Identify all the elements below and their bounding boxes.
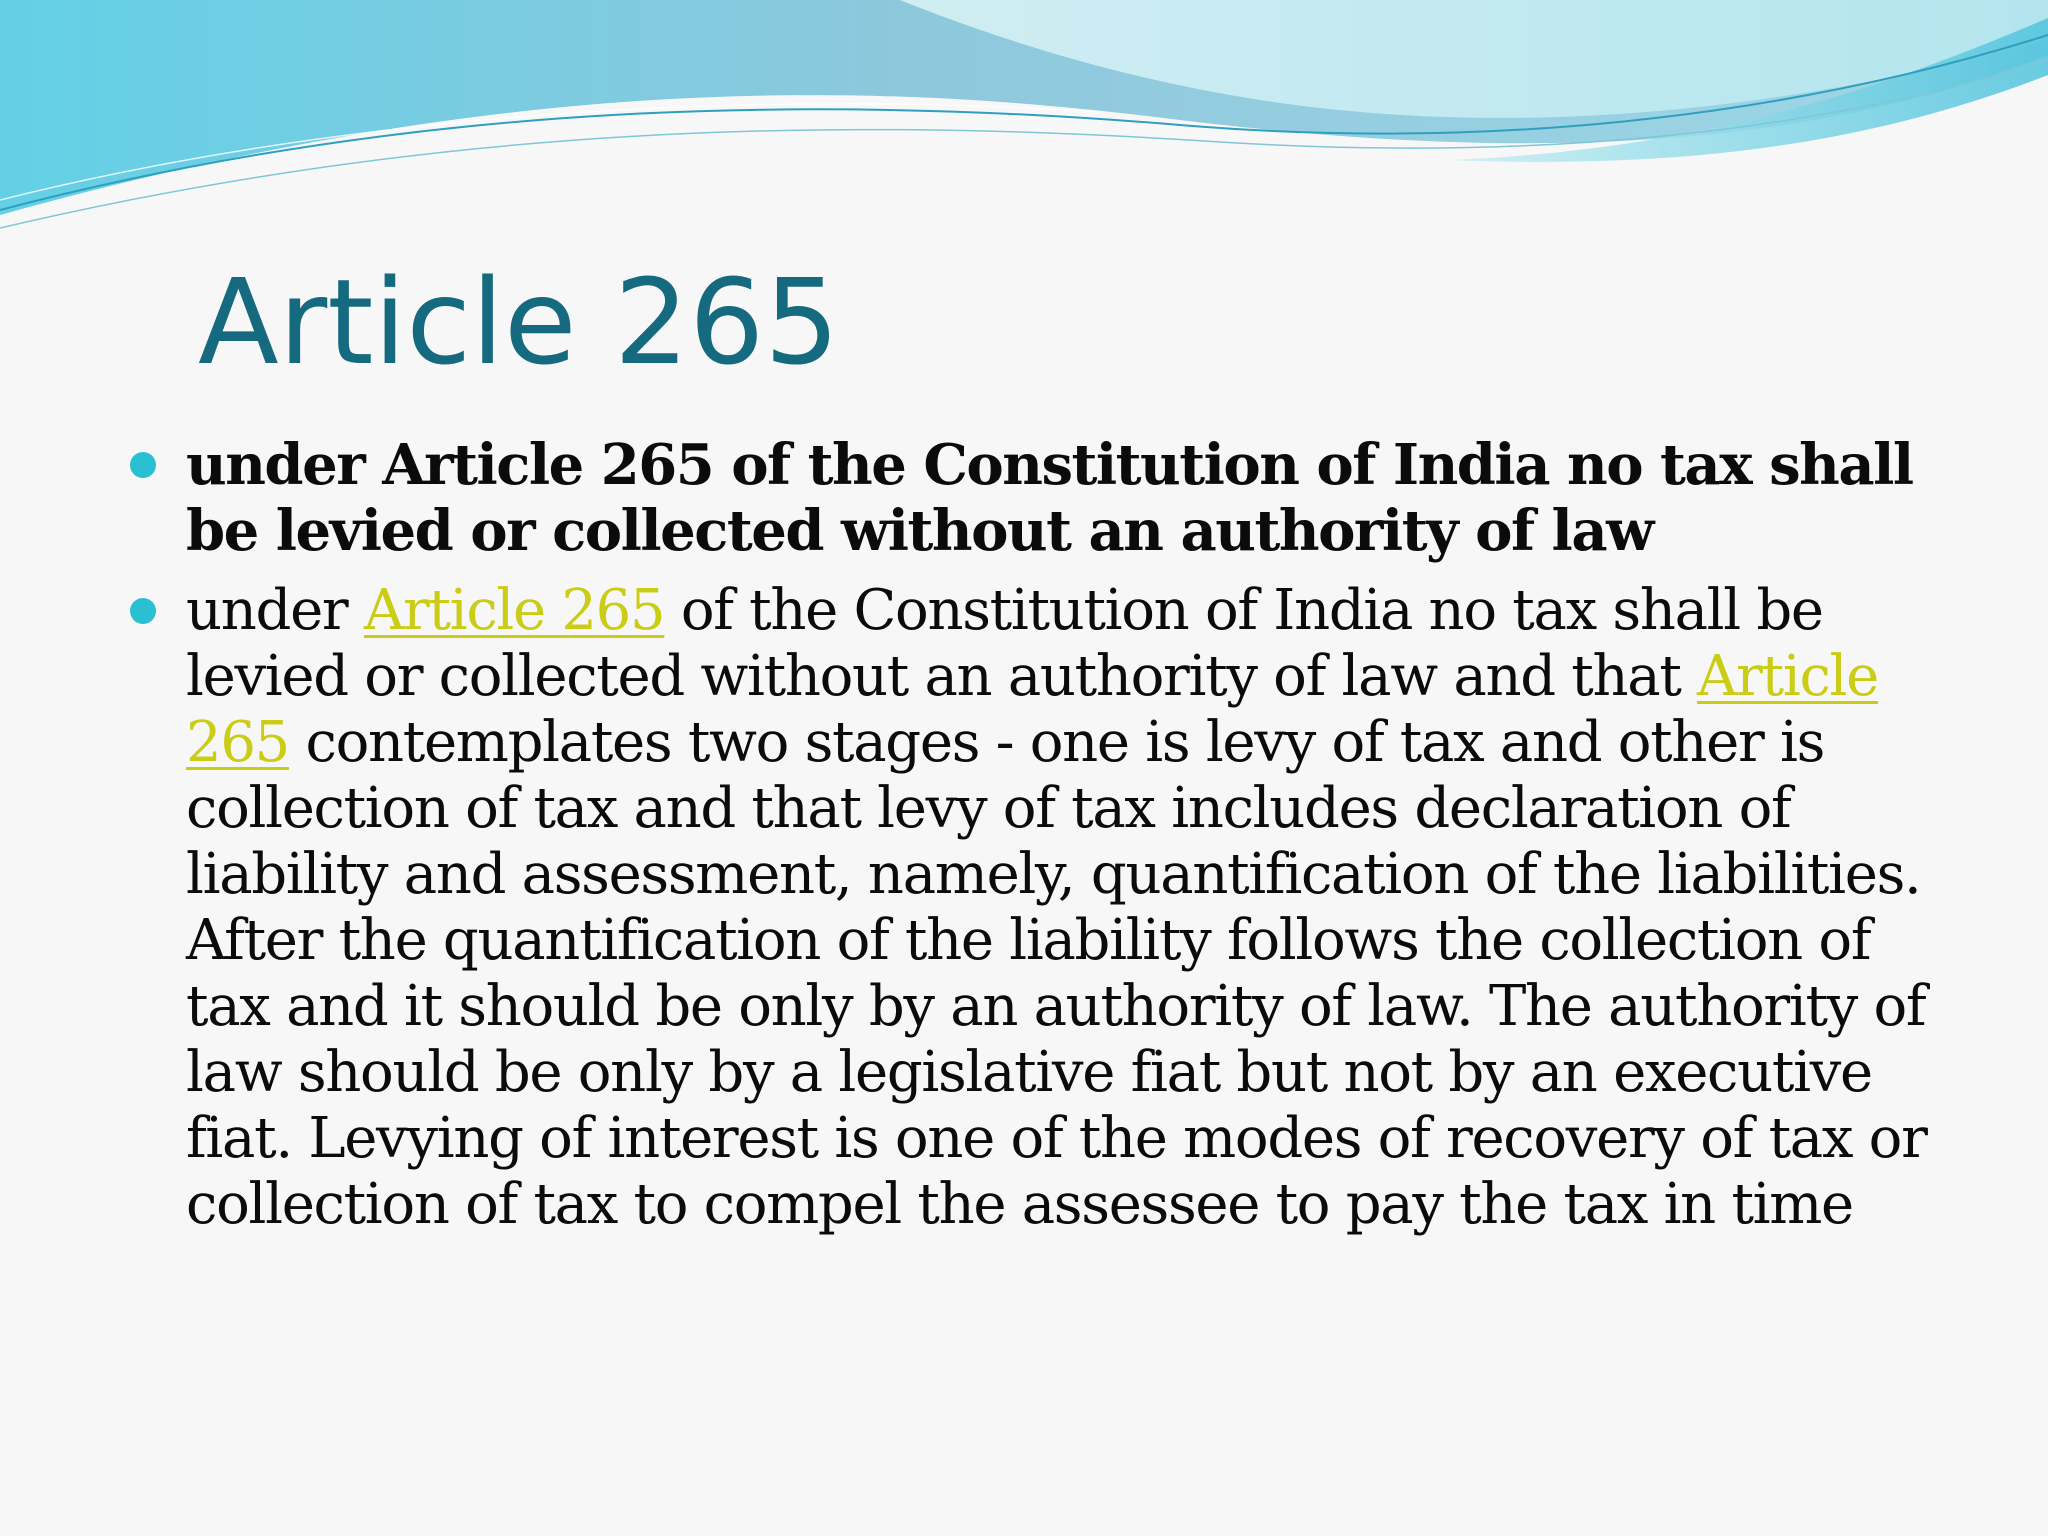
- article-265-link[interactable]: Article 265: [363, 578, 665, 643]
- bullet-item-2: [130, 578, 1940, 1238]
- bullet-dot-icon: [130, 598, 156, 624]
- bullet-text: under Article 265 of the Constitution of India no tax shall be levied or collected without an authority of law: [186, 432, 1913, 564]
- bullet-text: under: [186, 578, 364, 643]
- bullet-item-1: [130, 432, 1940, 564]
- bullet-text: of the Constitution of India no tax shall be levied or collected without an authority of law and that: [186, 578, 1823, 709]
- page-title: Article 265: [198, 253, 840, 391]
- bullet-dot-icon: [130, 452, 156, 478]
- bullet-text: contemplates two stages - one is levy of tax and other is collection of tax and that levy of tax includes declaration of liability and assessment, namely, quantification of the liabilities. After the quantification of the liability follows the collection of tax and it should be only by an authority of law. The authority of law should be only by a legislative fiat but not by an executive fiat. Levying of interest is one of the modes of recovery of tax or collection of tax to compel the assessee to pay the tax in time: [186, 710, 1927, 1237]
- bullet-list: [130, 432, 1940, 1238]
- article-265-link[interactable]: Article 265: [186, 644, 1878, 775]
- header-wave-decoration: [0, 0, 2048, 240]
